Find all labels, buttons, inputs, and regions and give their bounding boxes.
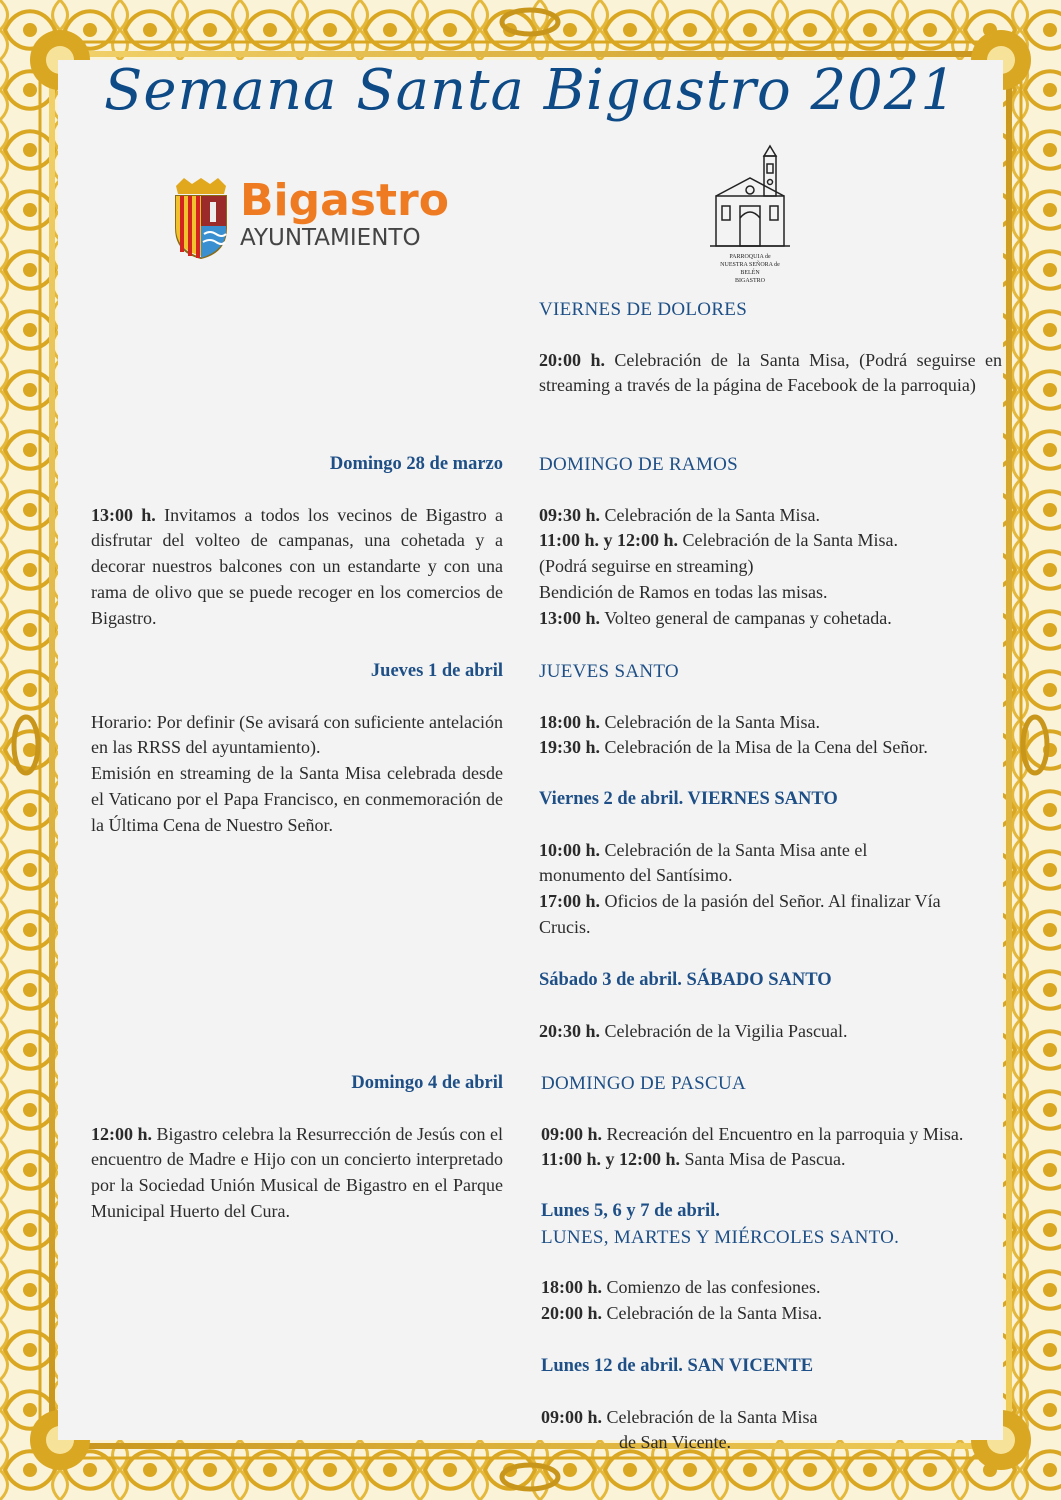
parish-schedule: [539, 787, 941, 941]
parish-logo: [710, 140, 790, 285]
event-description: de San Vicente.: [619, 1432, 732, 1453]
event-heading: JUEVES SANTO: [539, 661, 679, 682]
event-description: (Podrá seguirse en streaming): [539, 556, 754, 577]
event-time: 10:00 h.: [539, 839, 601, 860]
parish-schedule: [539, 452, 1009, 631]
event-time: 20:00 h.: [539, 349, 605, 370]
event-description: Oficios de la pasión del Señor. Al finalizar Vía Crucis.: [539, 891, 941, 937]
church-icon: [710, 140, 790, 252]
event-time: 11:00 h. y 12:00 h.: [541, 1149, 681, 1170]
church-caption-line: NUESTRA SEÑORA de BELÉN: [720, 262, 780, 276]
event-description: Celebración de la Santa Misa.: [678, 530, 898, 551]
church-caption-line: PARROQUIA de: [729, 254, 771, 260]
event-description: Celebración de la Santa Misa: [602, 1406, 818, 1427]
event-heading: Sábado 3 de abril. SÁBADO SANTO: [539, 970, 832, 990]
event-time: 09:00 h.: [541, 1406, 603, 1427]
event-description: Comienzo de las confesiones.: [602, 1277, 821, 1298]
event-heading: Jueves 1 de abril: [370, 661, 503, 681]
parish-schedule: [541, 1071, 1011, 1173]
event-text: [91, 1122, 503, 1225]
event-description: Emisión en streaming de la Santa Misa celebrada desde el Vaticano por el Papa Francisco, en conmemoración de la Última Cena de Nuestro Señor.: [91, 763, 503, 835]
event-description: Bendición de Ramos en todas las misas.: [539, 581, 828, 602]
logo-name: Bigastro: [240, 175, 449, 226]
parish-schedule: [541, 1354, 1011, 1456]
event-description: Santa Misa de Pascua.: [680, 1149, 846, 1170]
ayuntamiento-logo: [170, 175, 449, 260]
event-heading: Domingo 4 de abril: [351, 1073, 503, 1093]
event-description: Bigastro celebra la Resurrección de Jesús con el encuentro de Madre e Hijo con un concierto interpretado por la Sociedad Unión Musical de Bigastro en el Parque Municipal Huerto del Cura.: [91, 1123, 503, 1221]
event-heading: VIERNES DE DOLORES: [539, 299, 748, 320]
event-text: [91, 503, 503, 632]
event-heading: LUNES, MARTES Y MIÉRCOLES SANTO.: [541, 1226, 900, 1248]
ayuntamiento-schedule: [91, 1071, 503, 1225]
event-description: Horario: Por definir (Se avisará con suficiente antelación en las RRSS del ayuntamiento).: [91, 711, 503, 758]
coat-of-arms-icon: [170, 178, 232, 260]
event-description: Celebración de la Santa Misa.: [600, 711, 820, 732]
event-time: 11:00 h. y 12:00 h.: [539, 530, 679, 551]
event-time: 17:00 h.: [539, 891, 601, 912]
event-time: 18:00 h.: [539, 711, 601, 732]
parish-schedule: [539, 968, 1009, 1044]
event-heading: DOMINGO DE PASCUA: [541, 1073, 746, 1094]
event-description: Celebración de la Santa Misa.: [602, 1303, 822, 1324]
event-time: 09:00 h.: [541, 1123, 603, 1144]
event-time: 20:00 h.: [541, 1303, 603, 1324]
parish-schedule: [539, 297, 1009, 399]
event-heading: Lunes 12 de abril. SAN VICENTE: [541, 1356, 814, 1376]
event-description: Volteo general de campanas y cohetada.: [600, 607, 892, 628]
event-time: 13:00 h.: [91, 504, 156, 525]
parish-schedule: [539, 659, 1009, 761]
event-description: Recreación del Encuentro en la parroquia y Misa.: [602, 1123, 964, 1144]
ayuntamiento-schedule: [91, 659, 503, 838]
event-heading: DOMINGO DE RAMOS: [539, 454, 739, 475]
event-text: [539, 348, 1002, 399]
event-time: 18:00 h.: [541, 1277, 603, 1298]
event-time: 09:30 h.: [539, 504, 601, 525]
event-time: 12:00 h.: [91, 1123, 153, 1144]
event-time: 20:30 h.: [539, 1020, 601, 1041]
page-title: Semana Santa Bigastro 2021: [103, 58, 958, 123]
event-description: Celebración de la Santa Misa, (Podrá seguirse en streaming a través de la página de Facebook de la parroquia): [539, 349, 1002, 396]
event-description: Celebración de la Vigilia Pascual.: [600, 1020, 848, 1041]
ayuntamiento-schedule: [91, 452, 503, 631]
church-caption-line: BIGASTRO: [734, 278, 765, 284]
event-description: Invitamos a todos los vecinos de Bigastro a disfrutar del volteo de campanas, una cohetada y a decorar nuestros balcones con un estandarte y con una rama de olivo que se puede recoger en los comercios de Bigastro.: [91, 504, 503, 628]
event-time: 19:30 h.: [539, 737, 601, 758]
logo-subtitle: AYUNTAMIENTO: [240, 225, 421, 251]
event-heading: Domingo 28 de marzo: [329, 454, 503, 474]
event-description: Celebración de la Misa de la Cena del Señor.: [600, 737, 928, 758]
event-description: Celebración de la Santa Misa ante el monumento del Santísimo.: [539, 839, 868, 886]
event-heading: Viernes 2 de abril. VIERNES SANTO: [539, 789, 838, 809]
event-heading: Lunes 5, 6 y 7 de abril.: [541, 1201, 720, 1221]
parish-schedule: [541, 1199, 1011, 1327]
event-time: 13:00 h.: [539, 607, 601, 628]
event-description: Celebración de la Santa Misa.: [600, 504, 820, 525]
